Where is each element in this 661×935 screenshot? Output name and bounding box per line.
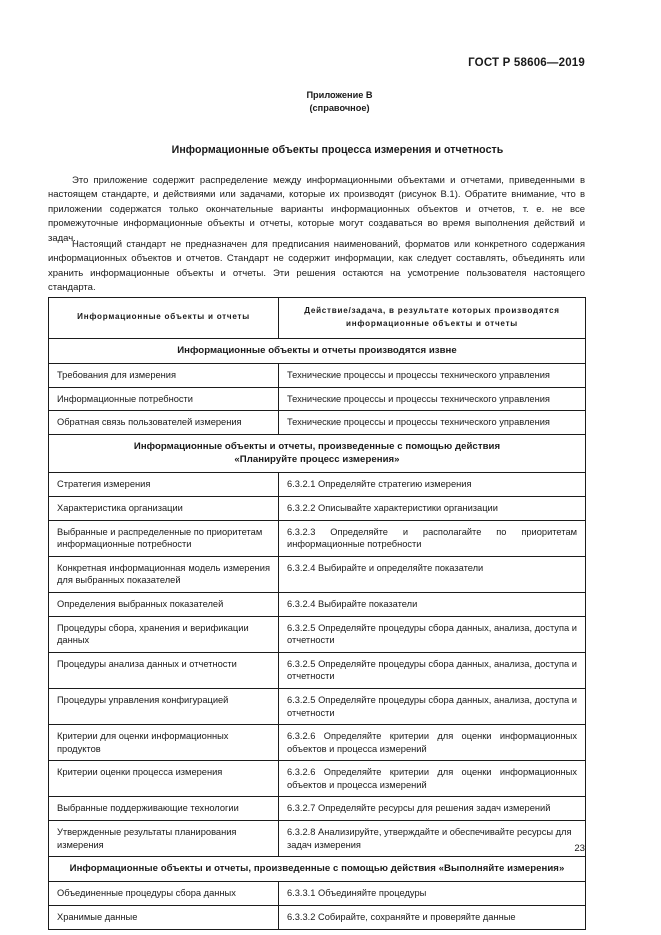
- paragraph-text: Это приложение содержит распределение между информационными объектами и отчетами, приведенными в настоящем стандарте, и действиями или задачами, которые их производят (рисунок В.1). Обратите внимание, что в приложении содержатся только окончательные варианты информационных объектов и отчетов, т. е. не все промежуточные информационные объекты и отчеты, которые могут создаваться во время выполнения действий и задач.: [48, 175, 585, 244]
- cell-action: 6.3.2.7 Определяйте ресурсы для решения задач измерений: [279, 797, 586, 821]
- table-row: [49, 797, 586, 821]
- running-head-standard-number: ГОСТ Р 58606—2019: [468, 57, 585, 69]
- cell-object: Стратегия измерения: [49, 473, 279, 497]
- cell-action: 6.3.2.5 Определяйте процедуры сбора данных, анализа, доступа и отчетности: [279, 688, 586, 724]
- table-header-row: [49, 298, 586, 339]
- cell-action: 6.3.2.8 Анализируйте, утверждайте и обеспечивайте ресурсы для задач измерения: [279, 821, 586, 857]
- table-row: [49, 821, 586, 857]
- cell-object: Процедуры сбора, хранения и верификации данных: [49, 616, 279, 652]
- cell-action: 6.3.3.1 Объединяйте процедуры: [279, 882, 586, 906]
- cell-object: Объединенные процедуры сбора данных: [49, 882, 279, 906]
- cell-object: Критерии для оценки информационных продуктов: [49, 725, 279, 761]
- cell-action: 6.3.2.3 Определяйте и располагайте по приоритетам информационные потребности: [279, 520, 586, 556]
- cell-object: Требования для измерения: [49, 364, 279, 388]
- band-label: Информационные объекты и отчеты производятся извне: [49, 339, 586, 364]
- band-label-line1: Информационные объекты и отчеты, произведенные с помощью действия: [133, 440, 501, 452]
- column-header-actions: [279, 298, 586, 339]
- table-row: [49, 688, 586, 724]
- intro-paragraph-1: [48, 174, 585, 246]
- table-row: [49, 906, 586, 930]
- cell-action: 6.3.2.4 Выбирайте показатели: [279, 592, 586, 616]
- table-row: [49, 761, 586, 797]
- table-row: [49, 496, 586, 520]
- column-header-actions-line1: Действие/задача, в результате которых производятся: [304, 306, 560, 315]
- cell-action: 6.3.2.1 Определяйте стратегию измерения: [279, 473, 586, 497]
- cell-object: Конкретная информационная модель измерения для выбранных показателей: [49, 556, 279, 592]
- annex-title: Информационные объекты процесса измерения и отчетность: [171, 144, 504, 156]
- cell-object: Определения выбранных показателей: [49, 592, 279, 616]
- table-row: [49, 725, 586, 761]
- column-header-objects: Информационные объекты и отчеты: [49, 298, 279, 339]
- cell-action: 6.3.2.2 Описывайте характеристики организации: [279, 496, 586, 520]
- paragraph-text: Настоящий стандарт не предназначен для предписания наименований, форматов или конкретного содержания информационных объектов и отчетов. Стандарт не содержит информации, как следует составлять, объединять или хранить информационные объекты и отчеты. Эти решения остаются на усмотрение пользователя настоящего стандарта.: [48, 239, 585, 294]
- band-label-line2: «Планируйте процесс измерения»: [234, 454, 400, 466]
- table-row: [49, 520, 586, 556]
- table-band-external: [49, 339, 586, 364]
- cell-object: Выбранные поддерживающие технологии: [49, 797, 279, 821]
- cell-action: 6.3.2.4 Выбирайте и определяйте показатели: [279, 556, 586, 592]
- intro-paragraph-2: [48, 238, 585, 296]
- cell-object: Обратная связь пользователей измерения: [49, 411, 279, 435]
- cell-action: Технические процессы и процессы технического управления: [279, 411, 586, 435]
- cell-object: Процедуры управления конфигурацией: [49, 688, 279, 724]
- table-row: [49, 616, 586, 652]
- table-band-plan-measurement-process: [49, 434, 586, 472]
- cell-action: 6.3.2.5 Определяйте процедуры сбора данных, анализа, доступа и отчетности: [279, 616, 586, 652]
- cell-action: 6.3.2.6 Определяйте критерии для оценки информационных объектов и процесса измерений: [279, 761, 586, 797]
- table-row: [49, 411, 586, 435]
- cell-object: Процедуры анализа данных и отчетности: [49, 652, 279, 688]
- cell-object: Информационные потребности: [49, 387, 279, 411]
- cell-object: Критерии оценки процесса измерения: [49, 761, 279, 797]
- cell-action: Технические процессы и процессы технического управления: [279, 364, 586, 388]
- table-row: [49, 556, 586, 592]
- annex-kind: (справочное): [309, 103, 370, 113]
- table-row: [49, 473, 586, 497]
- cell-action: 6.3.2.5 Определяйте процедуры сбора данных, анализа, доступа и отчетности: [279, 652, 586, 688]
- annex-label: Приложение В: [306, 90, 373, 100]
- page-number: 23: [574, 843, 585, 854]
- cell-object: Выбранные и распределенные по приоритетам информационные потребности: [49, 520, 279, 556]
- table-row: [49, 592, 586, 616]
- annex-caption: [0, 89, 661, 115]
- band-label: [49, 434, 586, 472]
- cell-object: Утвержденные результаты планирования измерения: [49, 821, 279, 857]
- cell-action: 6.3.3.2 Собирайте, сохраняйте и проверяйте данные: [279, 906, 586, 930]
- band-label: Информационные объекты и отчеты, произведенные с помощью действия «Выполняйте измерения»: [49, 857, 586, 882]
- column-header-actions-line2: информационные объекты и отчеты: [346, 318, 518, 328]
- table-row: [49, 882, 586, 906]
- table-row: [49, 652, 586, 688]
- cell-object: Хранимые данные: [49, 906, 279, 930]
- table-band-perform-measurement: [49, 857, 586, 882]
- table-row: [49, 387, 586, 411]
- information-objects-table: [48, 297, 586, 930]
- information-objects-table-wrapper: [48, 297, 585, 930]
- cell-action: 6.3.2.6 Определяйте критерии для оценки информационных объектов и процесса измерений: [279, 725, 586, 761]
- table-row: [49, 364, 586, 388]
- cell-action: Технические процессы и процессы технического управления: [279, 387, 586, 411]
- cell-object: Характеристика организации: [49, 496, 279, 520]
